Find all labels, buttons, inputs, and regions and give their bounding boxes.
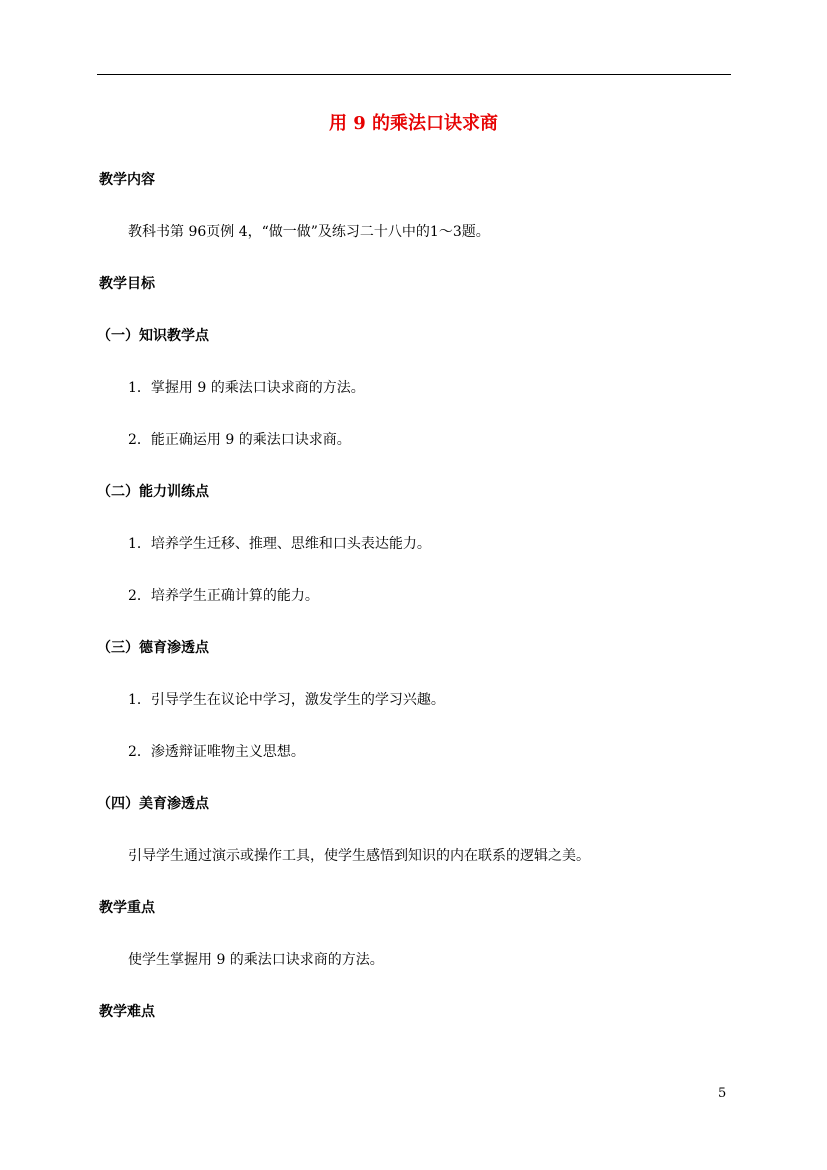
section-heading-objectives: 教学目标 <box>99 276 155 292</box>
header-rule <box>97 74 731 75</box>
list-item-moral-2: 2．渗透辩证唯物主义思想。 <box>128 744 305 760</box>
section-heading-content: 教学内容 <box>99 172 155 188</box>
section-heading-difficulties: 教学难点 <box>99 1004 155 1020</box>
subheading-ability: （二）能力训练点 <box>97 484 209 500</box>
list-item-knowledge-1: 1．掌握用 9 的乘法口诀求商的方法。 <box>128 380 365 396</box>
page-number: 5 <box>718 1086 727 1101</box>
subheading-moral: （三）德育渗透点 <box>97 640 209 656</box>
paragraph-aesthetic: 引导学生通过演示或操作工具，使学生感悟到知识的内在联系的逻辑之美。 <box>128 848 590 864</box>
document-title: 用 9 的乘法口诀求商 <box>328 113 499 134</box>
paragraph-key-points: 使学生掌握用 9 的乘法口诀求商的方法。 <box>128 952 384 968</box>
list-item-knowledge-2: 2．能正确运用 9 的乘法口诀求商。 <box>128 432 351 448</box>
subheading-knowledge: （一）知识教学点 <box>97 328 209 344</box>
section-heading-key-points: 教学重点 <box>99 900 155 916</box>
list-item-ability-2: 2．培养学生正确计算的能力。 <box>128 588 319 604</box>
list-item-ability-1: 1．培养学生迁移、推理、思维和口头表达能力。 <box>128 536 431 552</box>
subheading-aesthetic: （四）美育渗透点 <box>97 796 209 812</box>
paragraph-content: 教科书第 96页例 4，“做一做”及练习二十八中的1～3题。 <box>128 224 490 240</box>
list-item-moral-1: 1．引导学生在议论中学习，激发学生的学习兴趣。 <box>128 692 445 708</box>
